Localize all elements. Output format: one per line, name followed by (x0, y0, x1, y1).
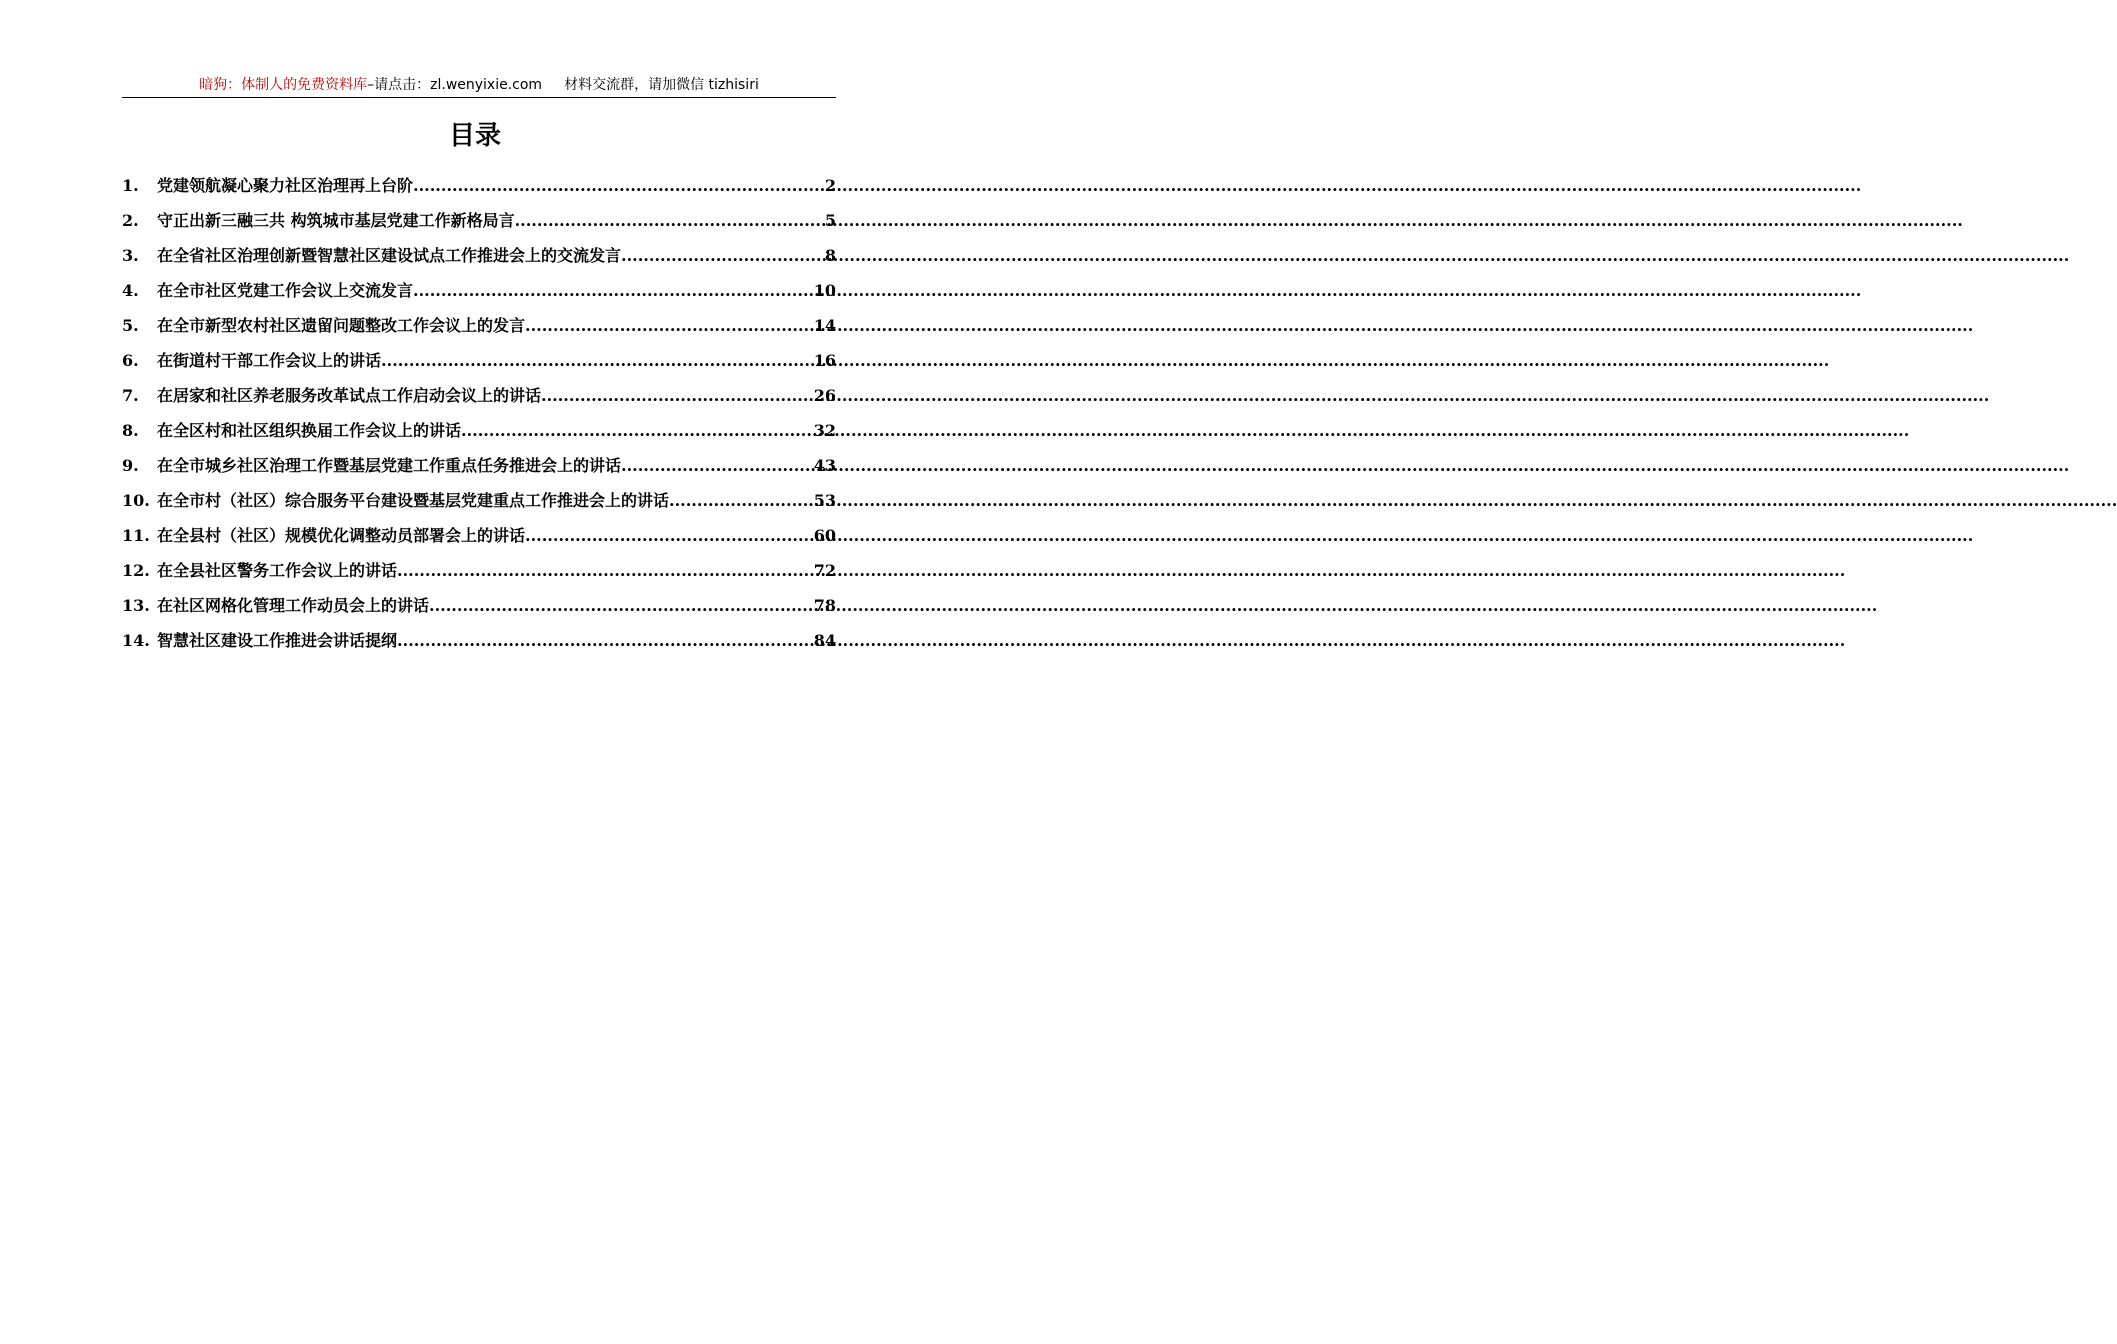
toc-dot-leader (541, 378, 813, 413)
toc-entry-title: 智慧社区建设工作推进会讲话提纲 (157, 631, 398, 650)
toc-dot-leader (525, 518, 813, 553)
toc-entry-page-number: 5 (824, 211, 836, 230)
toc-entry[interactable] (122, 448, 836, 483)
toc-entry[interactable] (122, 378, 836, 413)
header-divider (122, 97, 836, 98)
toc-entry-title: 在社区网格化管理工作动员会上的讲话 (157, 596, 430, 615)
toc-dot-leader (461, 413, 813, 448)
toc-entry-number: 6. (122, 351, 139, 370)
toc-entry[interactable] (122, 308, 836, 343)
toc-entry-page-number: 26 (813, 386, 836, 405)
toc-dot-leader (397, 553, 813, 588)
toc-dot-leader (669, 483, 813, 518)
toc-entry-page-number: 8 (824, 246, 836, 265)
toc-entry-page-number: 10 (813, 281, 836, 300)
toc-entry-title: 在全市新型农村社区遗留问题整改工作会议上的发言 (157, 316, 526, 335)
toc-entry[interactable] (122, 483, 836, 518)
toc-dot-leader (413, 273, 813, 308)
toc-entry-number: 12. (122, 561, 150, 580)
toc-entry-number: 3. (122, 246, 139, 265)
toc-entry-number: 10. (122, 491, 150, 510)
toc-entry-page-number: 78 (813, 596, 836, 615)
toc-entry[interactable] (122, 168, 836, 203)
toc-entry-title: 在全市村（社区）综合服务平台建设暨基层党建重点工作推进会上的讲话 (157, 491, 670, 510)
toc-dot-leader (621, 448, 813, 483)
header-link-prompt[interactable]: –请点击：zl.wenyixie.com (367, 77, 543, 93)
toc-dot-leader (429, 588, 813, 623)
toc-entry-number: 1. (122, 176, 139, 195)
toc-entry-number: 8. (122, 421, 139, 440)
toc-entry-title: 在全省社区治理创新暨智慧社区建设试点工作推进会上的交流发言 (157, 246, 622, 265)
toc-entry-title: 在全县村（社区）规模优化调整动员部署会上的讲话 (157, 526, 526, 545)
toc-entry[interactable] (122, 203, 836, 238)
toc-entry-page-number: 16 (813, 351, 836, 370)
toc-dot-leader (397, 623, 813, 658)
toc-dot-leader (525, 308, 813, 343)
header-contact: 材料交流群，请加微信 tizhisiri (564, 77, 759, 93)
toc-entry-title: 在全市城乡社区治理工作暨基层党建工作重点任务推进会上的讲话 (157, 456, 622, 475)
toc-entry-page-number: 2 (824, 176, 836, 195)
toc-entry-number: 11. (122, 526, 150, 545)
toc-entry[interactable] (122, 623, 836, 658)
toc-dot-leader (515, 203, 824, 238)
toc-entry-title: 守正出新三融三共 构筑城市基层党建工作新格局言 (157, 211, 515, 230)
toc-entry[interactable] (122, 588, 836, 623)
toc-entry-number: 5. (122, 316, 139, 335)
table-of-contents (122, 168, 836, 658)
toc-entry-page-number: 14 (813, 316, 836, 335)
toc-dot-leader (413, 168, 824, 203)
toc-entry[interactable] (122, 238, 836, 273)
toc-entry[interactable] (122, 273, 836, 308)
toc-entry-title: 在全市社区党建工作会议上交流发言 (157, 281, 414, 300)
toc-entry-title: 在全区村和社区组织换届工作会议上的讲话 (157, 421, 462, 440)
toc-entry-title: 在街道村干部工作会议上的讲话 (157, 351, 382, 370)
toc-entry[interactable] (122, 343, 836, 378)
document-title: 目录 (448, 121, 501, 151)
toc-entry-page-number: 84 (813, 631, 836, 650)
page-header (122, 74, 836, 96)
toc-entry-number: 7. (122, 386, 139, 405)
toc-entry-page-number: 72 (813, 561, 836, 580)
toc-entry-number: 9. (122, 456, 139, 475)
toc-entry-number: 4. (122, 281, 139, 300)
toc-entry-page-number: 60 (813, 526, 836, 545)
toc-entry-number: 13. (122, 596, 150, 615)
toc-entry[interactable] (122, 553, 836, 588)
header-brand: 暗狗：体制人的免费资料库 (199, 77, 368, 93)
toc-entry-number: 14. (122, 631, 150, 650)
toc-entry-title: 党建领航凝心聚力社区治理再上台阶 (157, 176, 414, 195)
toc-dot-leader (621, 238, 824, 273)
toc-entry-page-number: 32 (813, 421, 836, 440)
toc-entry[interactable] (122, 518, 836, 553)
toc-entry-title: 在全县社区警务工作会议上的讲话 (157, 561, 398, 580)
toc-entry-page-number: 53 (813, 491, 836, 510)
toc-entry-title: 在居家和社区养老服务改革试点工作启动会议上的讲话 (157, 386, 542, 405)
toc-entry[interactable] (122, 413, 836, 448)
toc-dot-leader (381, 343, 813, 378)
toc-entry-number: 2. (122, 211, 139, 230)
toc-entry-page-number: 43 (813, 456, 836, 475)
